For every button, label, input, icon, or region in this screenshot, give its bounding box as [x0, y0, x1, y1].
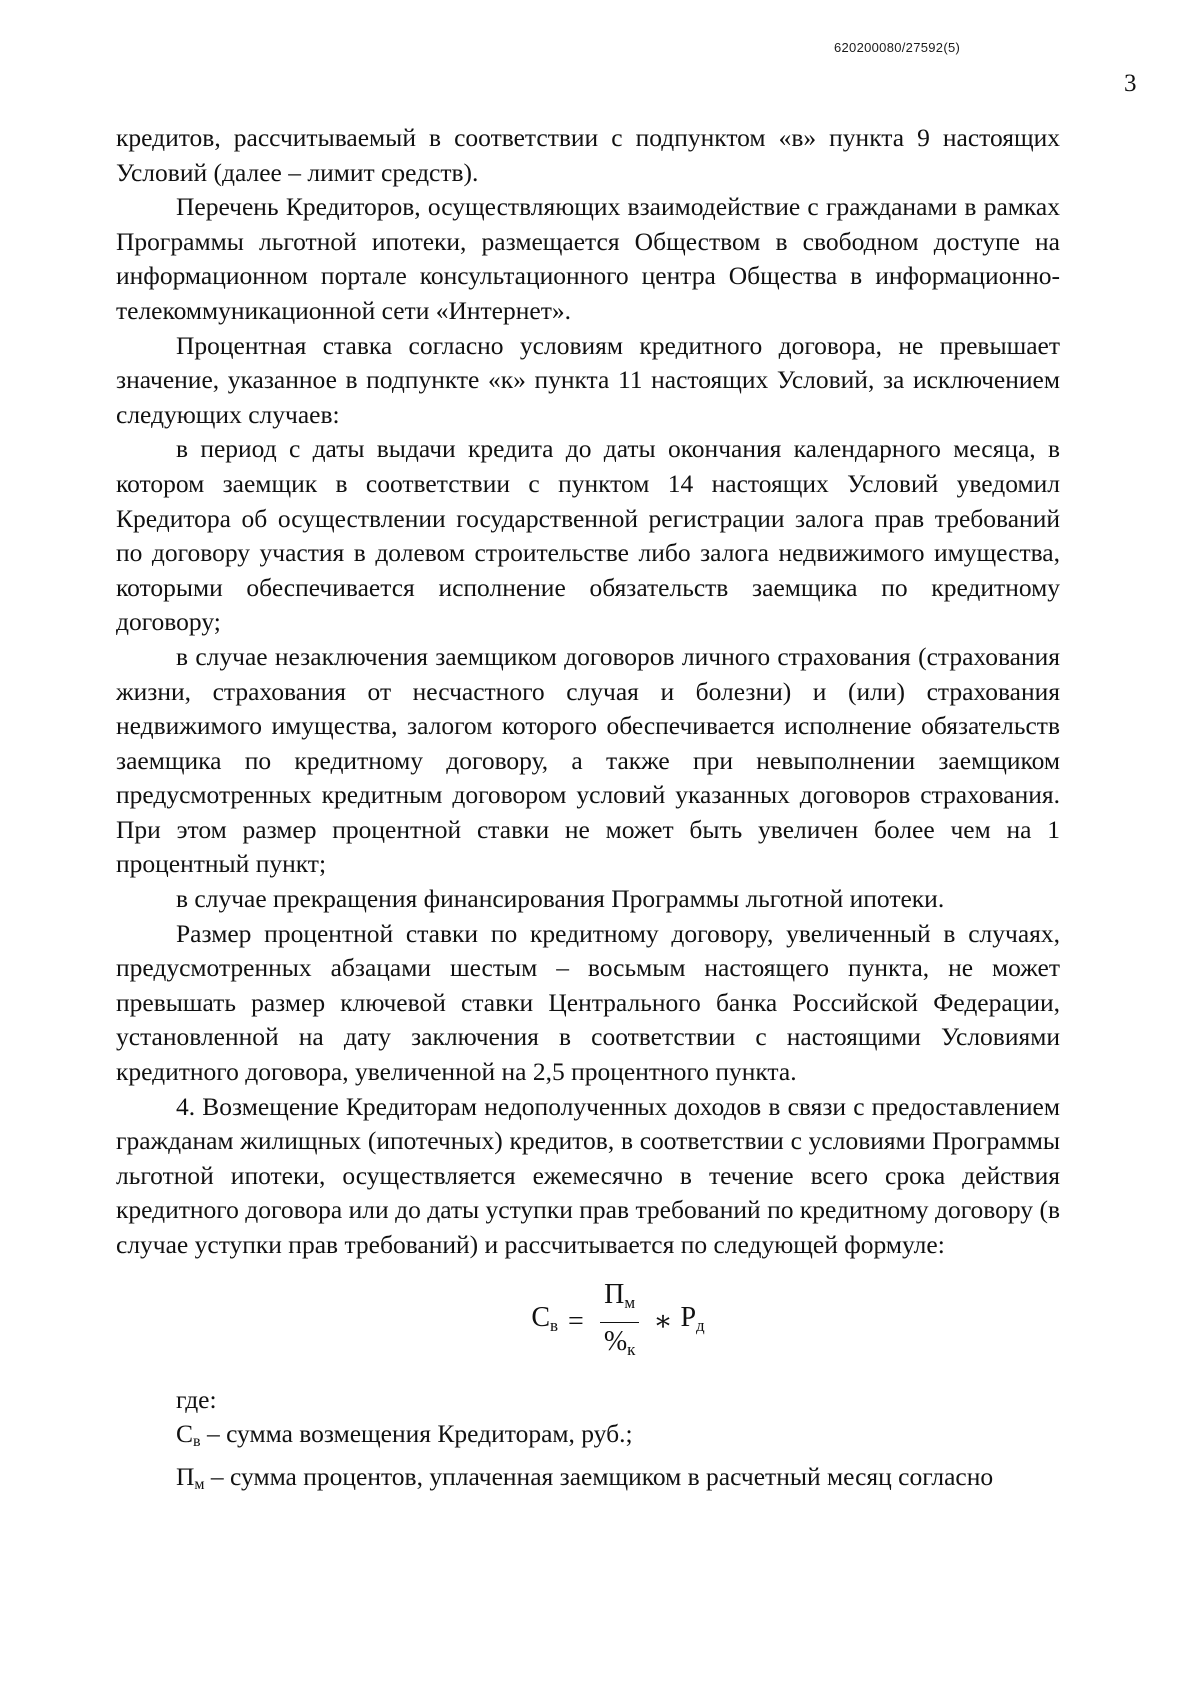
paragraph-case-financing: в случае прекращения финансирования Программы льготной ипотеки. [176, 884, 945, 914]
definition-subscript: в [193, 1433, 201, 1451]
document-body [116, 121, 1060, 1502]
formula-rhs [680, 1301, 704, 1344]
formula-lhs-symbol: С [531, 1302, 550, 1334]
formula-fraction [600, 1278, 640, 1368]
where-label: где: [176, 1384, 217, 1414]
paragraph-case-insurance: в случае незаключения заемщиком договоров личного страхования (страхования жизни, страхования от несчастного случая и болезни) и (или) страхования недвижимого имущества, залогом которого обеспечивается исполнение обязательств заемщика по кредитному договору, а также при невыполнении заемщиком предусмотренных кредитным договором условий указанных договоров страхования. При этом размер процентной ставки не может быть увеличен более чем на 1 процентный пункт; [116, 641, 1060, 879]
paragraph-interest-rate: Процентная ставка согласно условиям кредитного договора, не превышает значение, указанное в подпункте «к» пункта 11 настоящих Условий, за исключением следующих случаев: [116, 330, 1060, 429]
paragraph-case-registration: в период с даты выдачи кредита до даты окончания календарного месяца, в котором заемщик в соответствии с пунктом 14 настоящих Условий уведомил Кредитора об осуществлении государственной регистрации залога прав требований по договору участия в долевом строительстве либо залога недвижимого имущества, которыми обеспечивается исполнение обязательств заемщика по кредитному договору; [116, 434, 1060, 637]
paragraph-continuation: кредитов, рассчитываемый в соответствии с подпунктом «в» пункта 9 настоящих Условий (далее – лимит средств). [116, 123, 1060, 187]
definition-item [116, 1460, 1060, 1503]
definition-item [116, 1417, 1060, 1460]
formula-multiply: ∗ [653, 1306, 673, 1338]
compensation-formula [116, 1263, 1060, 1383]
definition-symbol: П [176, 1461, 195, 1491]
formula-denominator-symbol: % [603, 1326, 628, 1358]
formula-numerator-subscript: м [624, 1292, 636, 1312]
definition-text: – сумма процентов, уплаченная заемщиком в расчетный месяц согласно [204, 1461, 994, 1491]
formula-rhs-symbol: Р [680, 1302, 697, 1334]
page-number: 3 [1124, 70, 1137, 97]
definition-subscript: м [194, 1475, 205, 1493]
definition-symbol: С [176, 1419, 194, 1449]
document-code: 620200080/27592(5) [834, 40, 961, 55]
paragraph-rate-limit: Размер процентной ставки по кредитному договору, увеличенный в случаях, предусмотренных абзацами шестым – восьмым настоящего пункта, не может превышать размер ключевой ставки Центрального банка Российской Федерации, установленной на дату заключения в соответствии с настоящими Условиями кредитного договора, увеличенной на 2,5 процентного пункта. [116, 918, 1060, 1087]
formula-lhs-subscript: в [550, 1316, 559, 1336]
formula-numerator-symbol: П [604, 1278, 625, 1310]
formula-equals: = [568, 1306, 584, 1338]
formula-rhs-subscript: д [696, 1316, 705, 1336]
paragraph-creditors-list: Перечень Кредиторов, осуществляющих взаимодействие с гражданами в рамках Программы льготной ипотеки, размещается Обществом в свободном доступе на информационном портале консультационного центра Общества в информационно-телекоммуникационной сети «Интернет». [116, 192, 1060, 325]
paragraph-compensation: 4. Возмещение Кредиторам недополученных доходов в связи с предоставлением гражданам жилищных (ипотечных) кредитов, в соответствии с условиями Программы льготной ипотеки, осуществляется ежемесячно в течение всего срока действия кредитного договора или до даты уступки прав требований по кредитному договору (в случае уступки прав требований) и рассчитывается по следующей формуле: [116, 1091, 1060, 1259]
formula-numerator [600, 1278, 639, 1324]
definition-text: – сумма возмещения Кредиторам, руб.; [200, 1419, 633, 1449]
formula-lhs [531, 1301, 558, 1344]
formula-denominator [600, 1323, 640, 1368]
formula-denominator-subscript: к [627, 1340, 636, 1360]
